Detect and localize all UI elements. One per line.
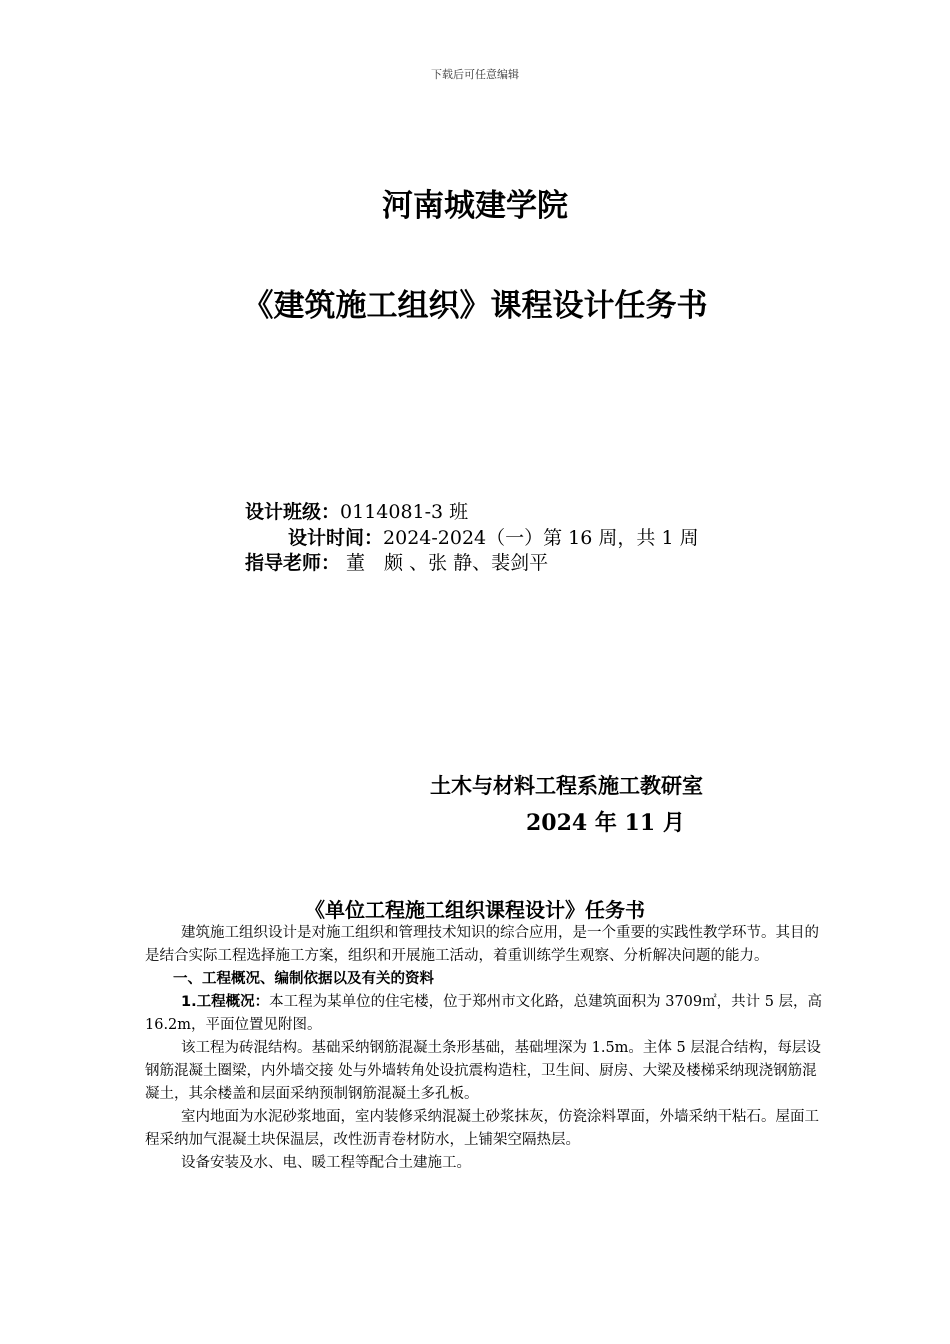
header-note: 下载后可任意编辑 [431,68,519,81]
instructor-label: 指导老师： [245,552,341,574]
structure-paragraph: 该工程为砖混结构。基础采纳钢筋混凝土条形基础，基础埋深为 1.5m。主体 5 层混合结构，每层设钢筋混凝土圈梁，内外墙交接 处与外墙转角处设抗震构造柱，卫生间、厨房、大梁及楼梯采纳现浇钢筋混凝土，其余楼盖和层面采纳预制钢筋混凝土多孔板。 [145,1040,821,1102]
task-title: 《单位工程施工组织课程设计》任务书 [305,898,645,922]
school-name: 河南城建学院 [382,188,568,224]
finish-paragraph: 室内地面为水泥砂浆地面，室内装修采纳混凝土砂浆抹灰，仿瓷涂料罩面，外墙采纳干粘石。屋面工程采纳加气混凝土块保温层，改性沥青卷材防水，上铺架空隔热层。 [145,1109,819,1148]
task-body [145,922,825,1175]
project-overview-text: 本工程为某单位的住宅楼，位于郑州市文化路，总建筑面积为 3709㎡，共计 5 层，高 16.2m，平面位置见附图。 [145,994,823,1033]
project-overview-paragraph [145,991,825,1037]
issue-date: 2024 年 11 月 [526,810,685,836]
design-class-label: 设计班级： [245,501,341,523]
design-time-value: 2024-2024（一）第 16 周，共 1 周 [383,527,699,549]
instructor-row [245,548,548,575]
project-overview-label: 1.工程概况： [181,994,270,1010]
section-heading-1: 一、工程概况、编制依据以及有关的资料 [173,971,434,987]
document-title: 《建筑施工组织》课程设计任务书 [242,288,708,324]
intro-paragraph: 建筑施工组织设计是对施工组织和管理技术知识的综合应用，是一个重要的实践性教学环节。其目的是结合实际工程选择施工方案，组织和开展施工活动，着重训练学生观察、分析解决问题的能力。 [145,925,819,964]
design-time-row [288,523,699,550]
department-name: 土木与材料工程系施工教研室 [430,774,703,798]
design-time-label: 设计时间： [288,527,384,549]
instructor-value: 董 颇 、张 静、裴剑平 [340,552,549,574]
design-class-value: 0114081-3 班 [340,501,469,523]
equipment-paragraph: 设备安装及水、电、暖工程等配合土建施工。 [181,1155,471,1171]
design-class-row [245,497,468,524]
